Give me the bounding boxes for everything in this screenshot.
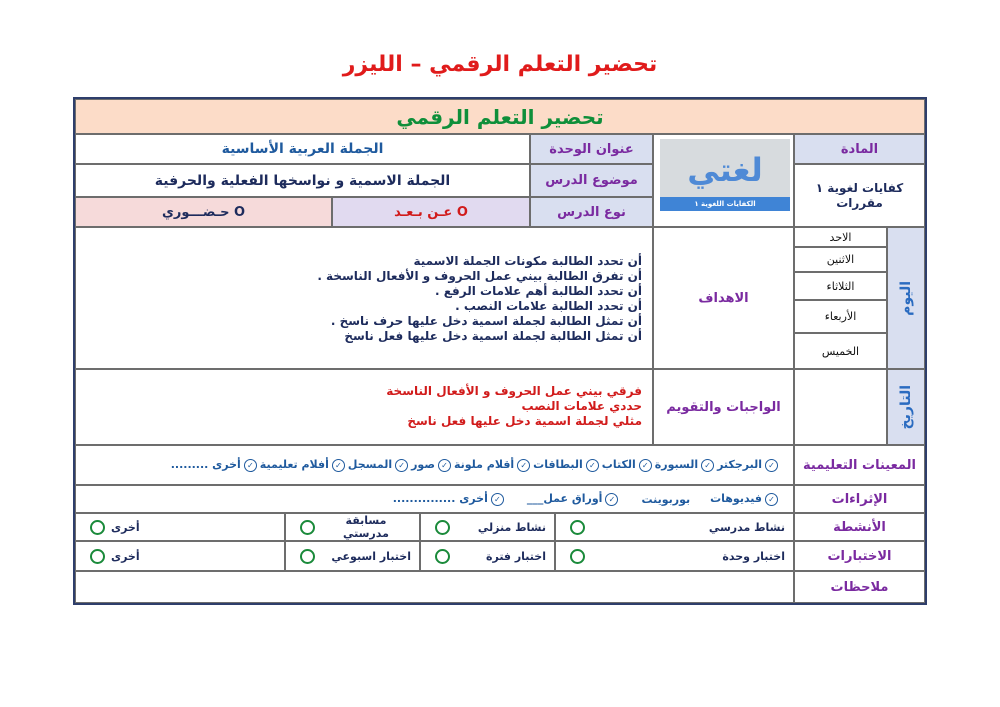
homework-item: مثلي لجملة اسمية دخل عليها فعل ناسخ	[407, 414, 642, 428]
lughati-logo: لغتي الكفايات اللغوية ١	[660, 139, 790, 211]
aid-item[interactable]: ✓أفلام تعليمية	[260, 458, 348, 472]
radio-circle-icon	[570, 549, 585, 564]
check-icon: ✓	[517, 459, 530, 472]
notes-label: ملاحظات	[794, 571, 925, 603]
objective-item: أن تفرق الطالبة بيني عمل الحروف و الأفعال الناسخة .	[317, 269, 642, 283]
aid-item[interactable]: ✓البرجكتر	[717, 458, 781, 472]
lesson-plan-table	[73, 97, 927, 605]
date-label: التاريخ	[887, 369, 925, 445]
radio-circle-icon	[300, 520, 315, 535]
test-term[interactable]: اختبار فترة	[420, 541, 555, 571]
check-icon: ✓	[491, 493, 504, 506]
objective-item: أن تمثل الطالبة لجملة اسمية دخل عليها فعل ناسخ	[344, 329, 642, 343]
objective-item: أن تحدد الطالبة أهم علامات الرفع .	[434, 284, 642, 298]
test-unit[interactable]: اختبار وحدة	[555, 541, 794, 571]
logo-cell	[653, 134, 794, 227]
homework-label: الواجبات والتقويم	[653, 369, 794, 445]
enrichment-label: الإثراءات	[794, 485, 925, 513]
day-wednesday[interactable]: الأربعاء	[794, 300, 887, 333]
day-monday[interactable]: الاثنين	[794, 247, 887, 272]
lesson-value: الجملة الاسمية و نواسخها الفعلية والحرفية	[75, 164, 530, 197]
objectives-list	[75, 227, 653, 369]
homework-list	[75, 369, 653, 445]
objective-item: أن تحدد الطالبة علامات النصب .	[455, 299, 642, 313]
subject-value: كفايات لغوية ١ مقررات	[794, 164, 925, 227]
aid-item[interactable]: ✓صور	[411, 458, 454, 472]
day-sunday[interactable]: الاحد	[794, 227, 887, 247]
unit-value: الجملة العربية الأساسية	[75, 134, 530, 164]
check-icon: ✓	[605, 493, 618, 506]
aid-item[interactable]: ✓البطاقات	[533, 458, 602, 472]
activity-other[interactable]: أخرى	[75, 513, 285, 541]
check-icon: ✓	[244, 459, 257, 472]
remote-option[interactable]: عـن بـعـد O	[332, 197, 530, 227]
check-icon: ✓	[765, 459, 778, 472]
date-value[interactable]	[794, 369, 887, 445]
activities-label: الأنشطة	[794, 513, 925, 541]
day-thursday[interactable]: الخميس	[794, 333, 887, 369]
notes-field[interactable]	[75, 571, 794, 603]
objective-item: أن تمثل الطالبة لجملة اسمية دخل عليها حرف ناسخ .	[330, 314, 642, 328]
lesson-label: موضوع الدرس	[530, 164, 653, 197]
check-icon: ✓	[438, 459, 451, 472]
aid-item[interactable]: ✓أخرى .........	[171, 458, 260, 472]
activity-home[interactable]: نشاط منزلي	[420, 513, 555, 541]
check-icon: ✓	[765, 493, 778, 506]
test-other[interactable]: أخرى	[75, 541, 285, 571]
presence-option[interactable]: حـضـــوري O	[75, 197, 332, 227]
enrichment-item[interactable]: ✓أخرى ...............	[393, 492, 507, 506]
banner-title: تحضير التعلم الرقمي	[75, 99, 925, 134]
aid-item[interactable]: ✓الكتاب	[602, 458, 655, 472]
day-label: اليوم	[887, 227, 925, 369]
check-icon: ✓	[332, 459, 345, 472]
radio-circle-icon	[435, 520, 450, 535]
check-icon: ✓	[639, 459, 652, 472]
check-icon: ✓	[395, 459, 408, 472]
radio-circle-icon	[90, 520, 105, 535]
aids-label: المعينات التعليمية	[794, 445, 925, 485]
radio-circle-icon	[300, 549, 315, 564]
enrichment-item[interactable]: ✓أوراق عمل___	[527, 492, 622, 506]
radio-circle-icon	[90, 549, 105, 564]
unit-label: عنوان الوحدة	[530, 134, 653, 164]
radio-circle-icon	[435, 549, 450, 564]
homework-item: حددي علامات النصب	[521, 399, 642, 413]
activity-contest[interactable]: مسابقة مدرستي	[285, 513, 420, 541]
homework-item: فرقي بيني عمل الحروف و الأفعال الناسخة	[386, 384, 642, 398]
enrichment-item[interactable]: بوربوينت	[641, 492, 691, 506]
radio-circle-icon	[570, 520, 585, 535]
objective-item: أن تحدد الطالبة مكونات الجملة الاسمية	[413, 254, 642, 268]
activity-school[interactable]: نشاط مدرسي	[555, 513, 794, 541]
objectives-label: الاهداف	[653, 227, 794, 369]
aids-list	[75, 445, 794, 485]
day-tuesday[interactable]: الثلاثاء	[794, 272, 887, 300]
lesson-type-label: نوع الدرس	[530, 197, 653, 227]
check-icon: ✓	[701, 459, 714, 472]
test-weekly[interactable]: اختبار اسبوعي	[285, 541, 420, 571]
aid-item[interactable]: ✓السبورة	[655, 458, 717, 472]
check-icon: ✓	[586, 459, 599, 472]
document-title: تحضير التعلم الرقمي – الليزر	[342, 52, 658, 77]
subject-label: المادة	[794, 134, 925, 164]
aid-item[interactable]: ✓أقلام ملونة	[454, 458, 533, 472]
tests-label: الاختبارات	[794, 541, 925, 571]
aid-item[interactable]: ✓المسجل	[348, 458, 411, 472]
enrichment-list	[75, 485, 794, 513]
enrichment-item[interactable]: ✓فيديوهات	[710, 492, 781, 506]
